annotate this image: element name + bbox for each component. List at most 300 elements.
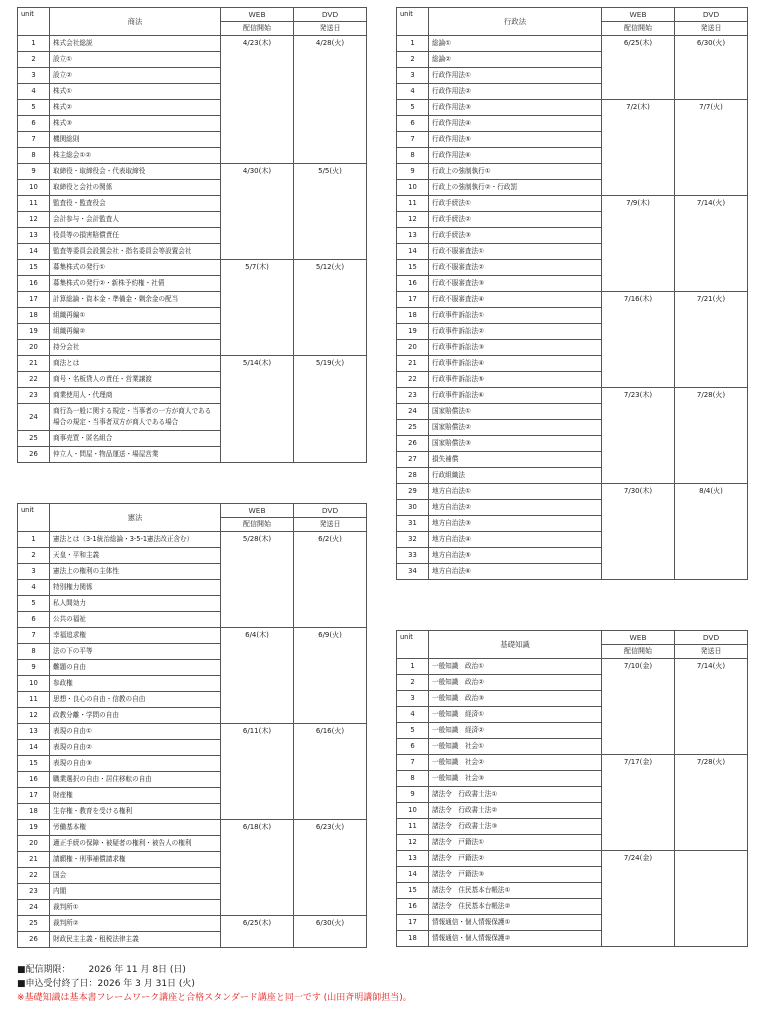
unit-number: 18 (397, 308, 429, 324)
lecture-topic: 組織再編② (50, 324, 221, 340)
unit-number: 28 (397, 468, 429, 484)
lecture-topic: 諸法令 住民基本台帳法① (429, 883, 602, 899)
unit-number: 4 (18, 84, 50, 100)
lecture-topic: 一般知識 社会② (429, 755, 602, 771)
unit-number: 14 (397, 244, 429, 260)
unit-number: 23 (18, 388, 50, 404)
dvd-ship-date (675, 851, 748, 947)
lecture-row (18, 916, 367, 932)
web-delivery-date: 5/7(木) (221, 260, 294, 356)
unit-number: 7 (397, 755, 429, 771)
web-delivery-date: 7/24(金) (602, 851, 675, 947)
dvd-ship-header: 発送日 (675, 645, 748, 659)
unit-number: 16 (18, 276, 50, 292)
unit-number: 2 (397, 52, 429, 68)
lecture-topic: 機関総則 (50, 132, 221, 148)
lecture-topic: 表現の自由② (50, 740, 221, 756)
lecture-topic: 参政権 (50, 676, 221, 692)
lecture-topic: 行政事件訴訟法② (429, 324, 602, 340)
unit-number: 19 (18, 324, 50, 340)
lecture-topic: 行政不服審査法④ (429, 292, 602, 308)
lecture-topic: 組織再編① (50, 308, 221, 324)
unit-number: 3 (397, 691, 429, 707)
dvd-ship-header: 発送日 (294, 22, 367, 36)
lecture-topic: 天皇・平和主義 (50, 548, 221, 564)
unit-number: 20 (397, 340, 429, 356)
unit-number: 3 (397, 68, 429, 84)
lecture-topic: 憲法とは（3-1統治総論・3-5-1憲法改正含む） (50, 532, 221, 548)
unit-header: unit (397, 8, 429, 36)
unit-number: 9 (18, 164, 50, 180)
unit-number: 17 (18, 788, 50, 804)
lecture-topic: 行政作用法② (429, 84, 602, 100)
web-delivery-date: 6/18(木) (221, 820, 294, 916)
unit-number: 19 (397, 324, 429, 340)
shoho-schedule-table (17, 7, 367, 463)
lecture-topic: 一般知識 社会① (429, 739, 602, 755)
header-row (18, 504, 367, 518)
unit-number: 8 (397, 771, 429, 787)
lecture-topic: 難題の自由 (50, 660, 221, 676)
lecture-topic: 幸福追求権 (50, 628, 221, 644)
unit-number: 18 (397, 931, 429, 947)
lecture-topic: 法の下の平等 (50, 644, 221, 660)
dvd-header: DVD (294, 504, 367, 518)
lecture-row (397, 851, 748, 867)
web-header: WEB (221, 8, 294, 22)
unit-number: 10 (397, 803, 429, 819)
dvd-header: DVD (294, 8, 367, 22)
lecture-topic: 行政作用法① (429, 68, 602, 84)
unit-number: 29 (397, 484, 429, 500)
lecture-topic: 請願権・刑事補償請求権 (50, 852, 221, 868)
unit-number: 1 (18, 36, 50, 52)
unit-number: 13 (18, 228, 50, 244)
unit-number: 4 (18, 580, 50, 596)
lecture-topic: 生存権・教育を受ける権利 (50, 804, 221, 820)
lecture-topic: 行政手続法③ (429, 228, 602, 244)
lecture-topic: 一般知識 経済② (429, 723, 602, 739)
unit-number: 26 (18, 447, 50, 463)
lecture-topic: 表現の自由① (50, 724, 221, 740)
unit-number: 17 (397, 915, 429, 931)
unit-number: 24 (18, 900, 50, 916)
unit-number: 5 (397, 100, 429, 116)
lecture-topic: 行政事件訴訟法① (429, 308, 602, 324)
web-delivery-date: 7/17(金) (602, 755, 675, 851)
web-delivery-date: 6/25(木) (221, 916, 294, 948)
lecture-row (397, 36, 748, 52)
lecture-row (18, 36, 367, 52)
application-deadline-label: ■申込受付終了日： (17, 979, 98, 989)
lecture-topic: 計算総論・資本金・準備金・剰余金の配当 (50, 292, 221, 308)
web-delivery-date: 7/23(木) (602, 388, 675, 484)
unit-number: 8 (18, 148, 50, 164)
unit-number: 2 (397, 675, 429, 691)
subject-title: 憲法 (50, 504, 221, 532)
lecture-topic: 諸法令 戸籍法③ (429, 867, 602, 883)
header-row (18, 8, 367, 22)
lecture-topic: 行政作用法④ (429, 116, 602, 132)
unit-number: 8 (397, 148, 429, 164)
kiso-schedule-table (396, 630, 748, 947)
unit-number: 16 (397, 899, 429, 915)
lecture-row (18, 628, 367, 644)
web-delivery-date: 6/25(木) (602, 36, 675, 100)
unit-number: 22 (18, 372, 50, 388)
lecture-topic: 表現の自由③ (50, 756, 221, 772)
dvd-ship-date: 4/28(火) (294, 36, 367, 164)
lecture-topic: 設立① (50, 52, 221, 68)
dvd-ship-date: 6/2(火) (294, 532, 367, 628)
lecture-topic: 損失補償 (429, 452, 602, 468)
lecture-topic: 行政組織法 (429, 468, 602, 484)
dvd-header: DVD (675, 8, 748, 22)
subject-title: 行政法 (429, 8, 602, 36)
unit-number: 21 (18, 356, 50, 372)
lecture-topic: 一般知識 政治② (429, 675, 602, 691)
lecture-topic: 募集株式の発行②・新株予約権・社債 (50, 276, 221, 292)
lecture-topic: 行政事件訴訟法③ (429, 340, 602, 356)
unit-number: 21 (18, 852, 50, 868)
lecture-topic: 商行為一般に関する規定・当事者の一方が商人である場合の規定・当事者双方が商人である場合 (50, 404, 221, 431)
unit-number: 30 (397, 500, 429, 516)
lecture-topic: 取締役・取締役会・代表取締役 (50, 164, 221, 180)
unit-number: 13 (397, 228, 429, 244)
lecture-topic: 商業使用人・代理商 (50, 388, 221, 404)
lecture-topic: 国会 (50, 868, 221, 884)
unit-number: 20 (18, 340, 50, 356)
gyosei-schedule-table (396, 7, 748, 580)
notes-section (17, 963, 412, 1005)
unit-number: 6 (18, 116, 50, 132)
web-delivery-date: 4/23(木) (221, 36, 294, 164)
dvd-ship-date: 7/14(火) (675, 659, 748, 755)
lecture-topic: 諸法令 行政書士法① (429, 787, 602, 803)
lecture-topic: 特別権力関係 (50, 580, 221, 596)
unit-number: 10 (18, 180, 50, 196)
unit-number: 16 (18, 772, 50, 788)
unit-number: 23 (397, 388, 429, 404)
lecture-topic: 行政作用法⑤ (429, 132, 602, 148)
lecture-row (18, 724, 367, 740)
lecture-topic: 取締役と会社の関係 (50, 180, 221, 196)
lecture-topic: 情報通信・個人情報保護① (429, 915, 602, 931)
unit-number: 1 (18, 532, 50, 548)
lecture-topic: 地方自治法① (429, 484, 602, 500)
web-start-header: 配信開始 (221, 22, 294, 36)
lecture-topic: 私人間効力 (50, 596, 221, 612)
unit-number: 7 (397, 132, 429, 148)
lecture-topic: 裁判所① (50, 900, 221, 916)
unit-number: 4 (397, 707, 429, 723)
lecture-topic: 株式② (50, 100, 221, 116)
lecture-row (397, 659, 748, 675)
unit-number: 8 (18, 644, 50, 660)
lecture-topic: 行政事件訴訟法⑥ (429, 388, 602, 404)
unit-number: 2 (18, 52, 50, 68)
web-start-header: 配信開始 (221, 518, 294, 532)
unit-number: 15 (18, 260, 50, 276)
lecture-topic: 諸法令 行政書士法③ (429, 819, 602, 835)
unit-number: 25 (18, 431, 50, 447)
lecture-topic: 裁判所② (50, 916, 221, 932)
application-deadline (17, 977, 412, 991)
lecture-row (397, 100, 748, 116)
dvd-ship-date: 7/21(火) (675, 292, 748, 388)
unit-number: 12 (397, 835, 429, 851)
lecture-topic: 地方自治法④ (429, 532, 602, 548)
unit-number: 6 (397, 116, 429, 132)
unit-header: unit (397, 631, 429, 659)
delivery-deadline-label: ■配信期限： (17, 965, 71, 975)
web-delivery-date: 7/9(木) (602, 196, 675, 292)
web-delivery-date: 7/10(金) (602, 659, 675, 755)
application-deadline-date: 2026 年 3 月 31日 (火) (97, 979, 195, 989)
lecture-row (397, 196, 748, 212)
web-start-header: 配信開始 (602, 22, 675, 36)
unit-number: 6 (18, 612, 50, 628)
lecture-topic: 設立② (50, 68, 221, 84)
unit-number: 18 (18, 804, 50, 820)
unit-number: 32 (397, 532, 429, 548)
lecture-topic: 株式会社総説 (50, 36, 221, 52)
unit-number: 10 (18, 676, 50, 692)
lecture-topic: 一般知識 政治① (429, 659, 602, 675)
lecture-topic: 地方自治法⑤ (429, 548, 602, 564)
lecture-row (18, 356, 367, 372)
unit-number: 25 (397, 420, 429, 436)
lecture-topic: 職業選択の自由・居住移転の自由 (50, 772, 221, 788)
lecture-topic: 情報通信・個人情報保護② (429, 931, 602, 947)
unit-number: 5 (18, 100, 50, 116)
lecture-topic: 国家賠償法③ (429, 436, 602, 452)
lecture-row (18, 260, 367, 276)
unit-number: 5 (397, 723, 429, 739)
lecture-topic: 一般知識 政治③ (429, 691, 602, 707)
dvd-ship-date: 6/16(火) (294, 724, 367, 820)
dvd-ship-date: 8/4(火) (675, 484, 748, 580)
unit-number: 17 (18, 292, 50, 308)
lecture-topic: 適正手続の保障・被疑者の権利・被告人の権利 (50, 836, 221, 852)
dvd-ship-date: 6/23(火) (294, 820, 367, 916)
unit-number: 7 (18, 132, 50, 148)
lecture-row (397, 484, 748, 500)
unit-number: 13 (397, 851, 429, 867)
unit-number: 10 (397, 180, 429, 196)
unit-number: 27 (397, 452, 429, 468)
unit-number: 22 (18, 868, 50, 884)
web-delivery-date: 6/11(木) (221, 724, 294, 820)
web-delivery-date: 4/30(木) (221, 164, 294, 260)
dvd-ship-date: 6/30(火) (294, 916, 367, 948)
unit-number: 16 (397, 276, 429, 292)
unit-number: 22 (397, 372, 429, 388)
kenpo-schedule-table (17, 503, 367, 948)
unit-number: 15 (397, 883, 429, 899)
lecture-topic: 持分会社 (50, 340, 221, 356)
lecture-topic: 監査役・監査役会 (50, 196, 221, 212)
delivery-deadline-date: 2026 年 11 月 8日 (日) (88, 965, 186, 975)
unit-number: 20 (18, 836, 50, 852)
unit-number: 19 (18, 820, 50, 836)
lecture-topic: 地方自治法② (429, 500, 602, 516)
dvd-ship-date: 6/30(火) (675, 36, 748, 100)
unit-header: unit (18, 8, 50, 36)
unit-number: 26 (18, 932, 50, 948)
lecture-row (397, 292, 748, 308)
unit-number: 11 (397, 819, 429, 835)
web-delivery-date: 6/4(木) (221, 628, 294, 724)
web-header: WEB (602, 631, 675, 645)
dvd-ship-date: 7/28(火) (675, 755, 748, 851)
unit-number: 4 (397, 84, 429, 100)
lecture-topic: 総論② (429, 52, 602, 68)
unit-number: 21 (397, 356, 429, 372)
delivery-deadline (17, 963, 412, 977)
dvd-ship-header: 発送日 (294, 518, 367, 532)
lecture-row (18, 820, 367, 836)
lecture-topic: 行政事件訴訟法④ (429, 356, 602, 372)
web-delivery-date: 7/30(木) (602, 484, 675, 580)
lecture-topic: 役員等の損害賠償責任 (50, 228, 221, 244)
lecture-topic: 募集株式の発行① (50, 260, 221, 276)
lecture-topic: 一般知識 社会③ (429, 771, 602, 787)
unit-number: 11 (18, 692, 50, 708)
unit-number: 18 (18, 308, 50, 324)
lecture-topic: 株主総会①② (50, 148, 221, 164)
unit-number: 34 (397, 564, 429, 580)
unit-number: 24 (18, 404, 50, 431)
lecture-topic: 監査等委員会設置会社・指名委員会等設置会社 (50, 244, 221, 260)
unit-number: 24 (397, 404, 429, 420)
unit-number: 9 (397, 164, 429, 180)
lecture-topic: 諸法令 住民基本台帳法② (429, 899, 602, 915)
lecture-topic: 株式③ (50, 116, 221, 132)
header-row (397, 8, 748, 22)
unit-number: 13 (18, 724, 50, 740)
unit-number: 26 (397, 436, 429, 452)
unit-number: 14 (397, 867, 429, 883)
unit-number: 9 (18, 660, 50, 676)
header-row (397, 631, 748, 645)
lecture-topic: 諸法令 戸籍法① (429, 835, 602, 851)
web-delivery-date: 7/16(木) (602, 292, 675, 388)
dvd-ship-date: 5/19(火) (294, 356, 367, 463)
lecture-topic: 行政手続法② (429, 212, 602, 228)
lecture-topic: 国家賠償法① (429, 404, 602, 420)
unit-number: 12 (397, 212, 429, 228)
lecture-topic: 行政作用法③ (429, 100, 602, 116)
unit-header: unit (18, 504, 50, 532)
dvd-header: DVD (675, 631, 748, 645)
lecture-topic: 行政作用法⑥ (429, 148, 602, 164)
lecture-topic: 行政手続法① (429, 196, 602, 212)
lecture-topic: 株式① (50, 84, 221, 100)
unit-number: 33 (397, 548, 429, 564)
unit-number: 31 (397, 516, 429, 532)
unit-number: 12 (18, 212, 50, 228)
lecture-row (18, 164, 367, 180)
lecture-topic: 国家賠償法② (429, 420, 602, 436)
lecture-row (397, 755, 748, 771)
unit-number: 7 (18, 628, 50, 644)
lecture-topic: 一般知識 経済① (429, 707, 602, 723)
unit-number: 1 (397, 659, 429, 675)
unit-number: 15 (397, 260, 429, 276)
dvd-ship-header: 発送日 (675, 22, 748, 36)
lecture-topic: 行政事件訴訟法⑤ (429, 372, 602, 388)
web-start-header: 配信開始 (602, 645, 675, 659)
web-header: WEB (221, 504, 294, 518)
web-header: WEB (602, 8, 675, 22)
lecture-topic: 行政不服審査法① (429, 244, 602, 260)
dvd-ship-date: 7/7(火) (675, 100, 748, 196)
dvd-ship-date: 6/9(火) (294, 628, 367, 724)
unit-number: 25 (18, 916, 50, 932)
lecture-topic: 憲法上の権利の主体性 (50, 564, 221, 580)
dvd-ship-date: 7/28(火) (675, 388, 748, 484)
lecture-topic: 商法とは (50, 356, 221, 372)
unit-number: 1 (397, 36, 429, 52)
lecture-topic: 政教分離・学問の自由 (50, 708, 221, 724)
lecture-topic: 行政不服審査法③ (429, 276, 602, 292)
lecture-topic: 商事売買・匿名組合 (50, 431, 221, 447)
lecture-topic: 行政上の強制執行① (429, 164, 602, 180)
lecture-topic: 内閣 (50, 884, 221, 900)
unit-number: 12 (18, 708, 50, 724)
unit-number: 6 (397, 739, 429, 755)
subject-title: 商法 (50, 8, 221, 36)
unit-number: 17 (397, 292, 429, 308)
lecture-topic: 諸法令 戸籍法② (429, 851, 602, 867)
unit-number: 3 (18, 68, 50, 84)
lecture-topic: 思想・良心の自由・信教の自由 (50, 692, 221, 708)
unit-number: 14 (18, 740, 50, 756)
lecture-topic: 地方自治法⑥ (429, 564, 602, 580)
unit-number: 5 (18, 596, 50, 612)
dvd-ship-date: 5/12(火) (294, 260, 367, 356)
lecture-topic: 商号・名板貸人の責任・営業譲渡 (50, 372, 221, 388)
unit-number: 11 (18, 196, 50, 212)
unit-number: 14 (18, 244, 50, 260)
lecture-topic: 地方自治法③ (429, 516, 602, 532)
lecture-topic: 行政上の強制執行②・行政罰 (429, 180, 602, 196)
dvd-ship-date: 5/5(火) (294, 164, 367, 260)
unit-number: 15 (18, 756, 50, 772)
unit-number: 11 (397, 196, 429, 212)
lecture-topic: 労働基本権 (50, 820, 221, 836)
unit-number: 3 (18, 564, 50, 580)
lecture-row (397, 388, 748, 404)
lecture-topic: 総論① (429, 36, 602, 52)
foundation-note: ※基礎知識は基本書フレームワーク講座と合格スタンダード講座と同一です (山田斉明講師担当)。 (17, 993, 412, 1003)
lecture-topic: 諸法令 行政書士法② (429, 803, 602, 819)
unit-number: 2 (18, 548, 50, 564)
dvd-ship-date: 7/14(火) (675, 196, 748, 292)
unit-number: 9 (397, 787, 429, 803)
lecture-topic: 財産権 (50, 788, 221, 804)
web-delivery-date: 7/2(木) (602, 100, 675, 196)
web-delivery-date: 5/28(木) (221, 532, 294, 628)
unit-number: 23 (18, 884, 50, 900)
lecture-topic: 仲立人・問屋・物品運送・場屋営業 (50, 447, 221, 463)
subject-title: 基礎知識 (429, 631, 602, 659)
lecture-row (18, 532, 367, 548)
lecture-topic: 行政不服審査法② (429, 260, 602, 276)
lecture-topic: 会計参与・会計監査人 (50, 212, 221, 228)
lecture-topic: 公共の福祉 (50, 612, 221, 628)
